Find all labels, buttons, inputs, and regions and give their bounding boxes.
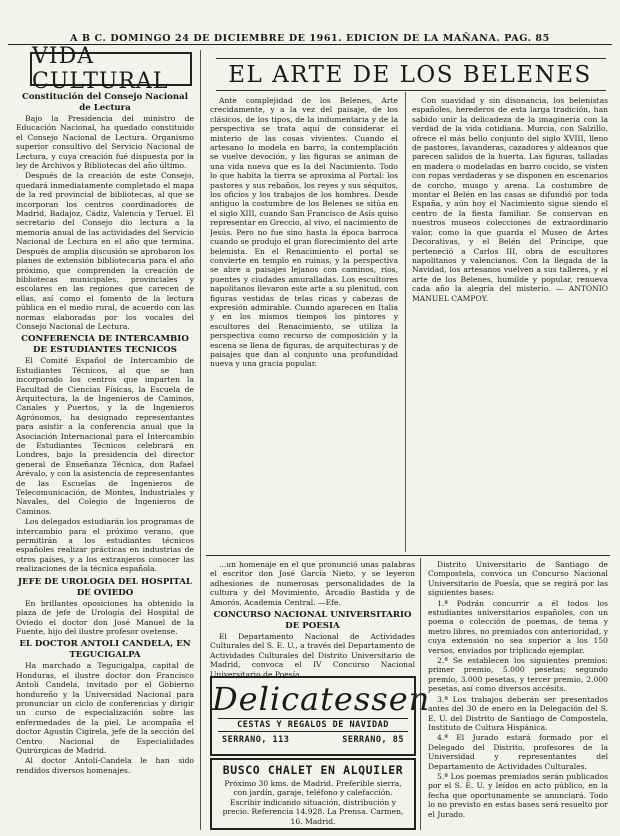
article-paragraph: Bajo la Presidencia del ministro de Educación Nacional, ha quedado constituido el Consejo Nacional de Lectura. Organismo superior consultivo del Servicio Nacional de Lectura, y cuya creación fué dispuesta por la ley de Archivos y Bibliotecas del año último.	[16, 114, 194, 171]
article-paragraph: Distrito Universitario de Santiago de Compostela, convoca un Concurso Nacional Universitario de Poesía, que se regirá por las siguientes bases:	[428, 560, 608, 598]
article-heading: Constitución del Consejo Nacional de Lectura	[21, 92, 188, 113]
article-heading: CONCURSO NACIONAL UNIVERSITARIO DE POESIA	[213, 610, 412, 632]
article-column	[412, 96, 608, 552]
chalet-ad[interactable]	[210, 758, 416, 830]
article-heading: JEFE DE UROLOGIA DEL HOSPITAL DE OVIEDO	[18, 576, 192, 598]
right-column	[428, 560, 608, 826]
title-rule	[216, 58, 606, 59]
ad-tagline: CESTAS Y REGALOS DE NAVIDAD	[218, 718, 408, 732]
article-paragraph: 1.ª Podrán concurrir a él todos los estudiantes universitarios españoles, con un poema o colección de poemas, de tema y metro libres, no premiados con anterioridad, y cuya extensión no sea superior a los 150 versos, enviados por triplicado ejemplar.	[428, 598, 608, 655]
article-column	[210, 96, 398, 552]
article-paragraph: 5.ª Los poemas premiados serán publicados por el S. E. U. y leídos en acto público, en la fecha que oportunamente se anunciará. Todo lo no previsto en estas bases será resuelto por el Jurado.	[428, 771, 608, 819]
article-paragraph: Después de la creación de este Consejo, quedará inmediatamente completado el mapa de la red provincial de bibliotecas, al que se incorporan los centros coordinadores de Madrid, Badajoz, Cádiz, Valencia y Teruel. El secretario del Consejo dio lectura a la memoria anual de las actividades del Servicio Nacional de Lectura en el año que termina. Después de amplia discusión se aprobaron los planes de extensión bibliotecaria para el año próximo, que comprenden la creación de bibliotecas municipales, provinciales y escolares en las regiones que carecen de ellas, así como el fomento de la lectura pública en el medio rural, de acuerdo con las normas elaboradas por los vocales del Consejo Nacional de Lectura.	[16, 171, 194, 331]
article-paragraph: ...un homenaje en el que pronunció unas palabras el escritor don José García Nieto, y se leyeron adhesiones de numerosas personalidades de la cultura y del Movimiento, Arcadio Bastida y de Amorós, Academia Central. —Efe.	[210, 560, 415, 607]
title-rule	[216, 90, 606, 91]
article-paragraph: 2.ª Se establecen los siguientes premios: primer premio, 5.000 pesetas; segundo premio, 3.000 pesetas, y tercer premio, 2.000 pesetas, así como diversos accésits.	[428, 656, 608, 694]
article-body: Con suavidad y sin disonancia, los belenistas españoles, herederos de esta larga tradición, han sabido unir la delicadeza de la imaginería con la verdad de la vida cotidiana. Murcia, con Salzillo, ofrece el más bello conjunto del siglo XVIII, lleno de pastores, lavanderas, cazadores y aldeanos que parecen salidos de la huerta. Las figuras, talladas en madera o modeladas en barro cocido, se visten con ropas verdaderas y se disponen en escenarios de corcho, musgo y arena. La costumbre de montar el Belén en las casas se difundió por toda España, y aún hoy el Nacimiento sigue siendo el centro de la fiesta familiar. Se conservan en nuestros museos colecciones de extraordinario valor, como la que guarda el Museo de Artes Decorativas, y el Belén del Príncipe, que perteneció a Carlos III, obra de escultores napolitanos y valencianos. Con la llegada de la Navidad, los artesanos vuelven a sus talleres, y el arte de los Belenes, humilde y popular, renueva cada año la alegría del misterio. — ANTONIO MANUEL CAMPOY.	[412, 96, 608, 303]
article-paragraph: Ha marchado a Tegucigalpa, capital de Honduras, el ilustre doctor don Francisco Antolí Candela, invitado por el Gobierno hondureño y la Universidad Nacional para pronunciar un ciclo de conferencias y dirigir un curso de especialización sobre las enfermedades de la piel. Le acompaña el doctor Agustín Cigirela, jefe de la sección del Centro Nacional de Especialidades Quirúrgicas de Madrid.	[16, 661, 194, 755]
ad-brand: Delicatessen	[212, 680, 431, 718]
article-paragraph: 4.ª El Jurado estará formado por el Delegado del Distrito, profesores de la Universidad y representantes del Departamento de Actividades Culturales.	[428, 733, 608, 771]
column-divider	[200, 50, 201, 830]
ad-address: SERRANO, 85	[342, 735, 404, 745]
article-paragraph: En brillantes oposiciones ha obtenido la plaza de jefe de Urología del Hospital de Oviedo el doctor don José Manuel de la Fuente, hijo del ilustre profesor ovetense.	[16, 598, 194, 636]
page-header: A B C. DOMINGO 24 DE DICIEMBRE DE 1961. EDICION DE LA MAÑANA. PAG. 85	[70, 33, 550, 44]
article-paragraph: El Comité Español de Intercambio de Estudiantes Técnicos, al que se han incorporado los centros que imparten la Facultad de Ciencias Físicas, la Escuela de Arquitectura, la de Ingenieros de Caminos, Canales y Puertos, y la de Ingenieros Agrónomos, ha designado representantes para asistir a la conferencia anual que la Asociación Internacional para el Intercambio de Estudiantes Técnicos celebrará en Londres, bajo la presidencia del director general de Enseñanza Técnica, don Rafael Arévalo, y con la asistencia de representantes de las Escuelas de Ingenieros de Telecomunicación, de Montes, Industriales y Navales, del Colegio de Ingenieros de Caminos.	[16, 356, 194, 516]
ad-body: Próximo 30 kms. de Madrid. Preferible sierra, con jardín, garaje, teléfono y calefacción. Escribir indicando situación, distribución y precio. Referencia 14.928. La Prensa. Carmen, 16. Madrid.	[222, 779, 404, 826]
article-body: Ante complejidad de los Belenes, Arte crecidamente, y a la vez del paisaje, de los clásicos, de los tipos, de la indumentaria y de la perspectiva se trata aquí de considerar el misterio de las cosas vivientes. Cuando el artesano lo modela en barro, la contemplación se vuelve devoción, y las figuras se animan de una vida nueva que es la del Nacimiento. Todo lo que habita la tierra se aproxima al Portal: los pastores y sus rebaños, los reyes y sus séquitos, los oficios y los trabajos de los hombres. Desde antiguo la costumbre de los Belenes se sitúa en el siglo XIII, cuando San Francisco de Asís quiso representar en Greccio, al vivo, el nacimiento de Jesús. Pero no fue sino hasta la época barroca cuando se produjo el gran florecimiento del arte belenista. En el Renacimiento el portal se convierte en templo en ruinas, y la perspectiva se abre a paisajes lejanos con caminos, ríos, puentes y ciudades amuralladas. Los escultores napolitanos llevaron este arte a su plenitud, con figuras vestidas de telas ricas y cabezas de expresión admirable. Cuando aparecen en Italia y en los mismos tiempos los pintores y escultores del Renacimiento, se utiliza la perspectiva como recurso de composición y la escena se llena de figuras, de arquitecturas y de paisajes que dan al conjunto una profundidad nueva y una gracia popular.	[210, 96, 398, 369]
article-title: EL ARTE DE LOS BELENES	[228, 62, 592, 88]
section-rule	[206, 555, 610, 556]
delicatessen-ad[interactable]	[210, 676, 431, 756]
article	[16, 334, 194, 573]
ad-address: SERRANO, 113	[222, 735, 290, 745]
article-paragraph: 3.ª Los trabajos deberán ser presentados antes del 30 de enero en la Delegación del S. E. U. del Distrito de Santiago de Compostela, Instituto de Cultura Hispánica.	[428, 694, 608, 732]
article	[16, 92, 194, 331]
article-heading: EL DOCTOR ANTOLI CANDELA, EN TEGUCIGALPA	[19, 639, 191, 661]
article	[16, 639, 194, 775]
article-paragraph: Los delegados estudiarán los programas de intercambio para el próximo verano, que permitirán a los estudiantes técnicos españoles realizar prácticas en industrias de otros países, y a los extranjeros conocer las realizaciones de la técnica española.	[16, 517, 194, 574]
article-heading: CONFERENCIA DE INTERCAMBIO DE ESTUDIANTES TECNICOS	[21, 334, 189, 356]
left-column	[16, 92, 194, 776]
article-paragraph: El Departamento Nacional de Actividades Culturales del S. E. U., a través del Departamento de Actividades Culturales del Distrito Universitario de Madrid, convoca el IV Concurso Nacional Universitario de Poesía.	[210, 632, 415, 679]
article-paragraph: Al doctor Antolí-Candela le han sido rendidos diversos homenajes.	[16, 756, 194, 775]
bottom-middle-column	[210, 560, 415, 680]
section-title: VIDA CULTURAL	[30, 52, 192, 86]
article	[16, 577, 194, 637]
ad-headline: BUSCO CHALET EN ALQUILER	[222, 763, 404, 777]
column-divider	[405, 92, 406, 552]
